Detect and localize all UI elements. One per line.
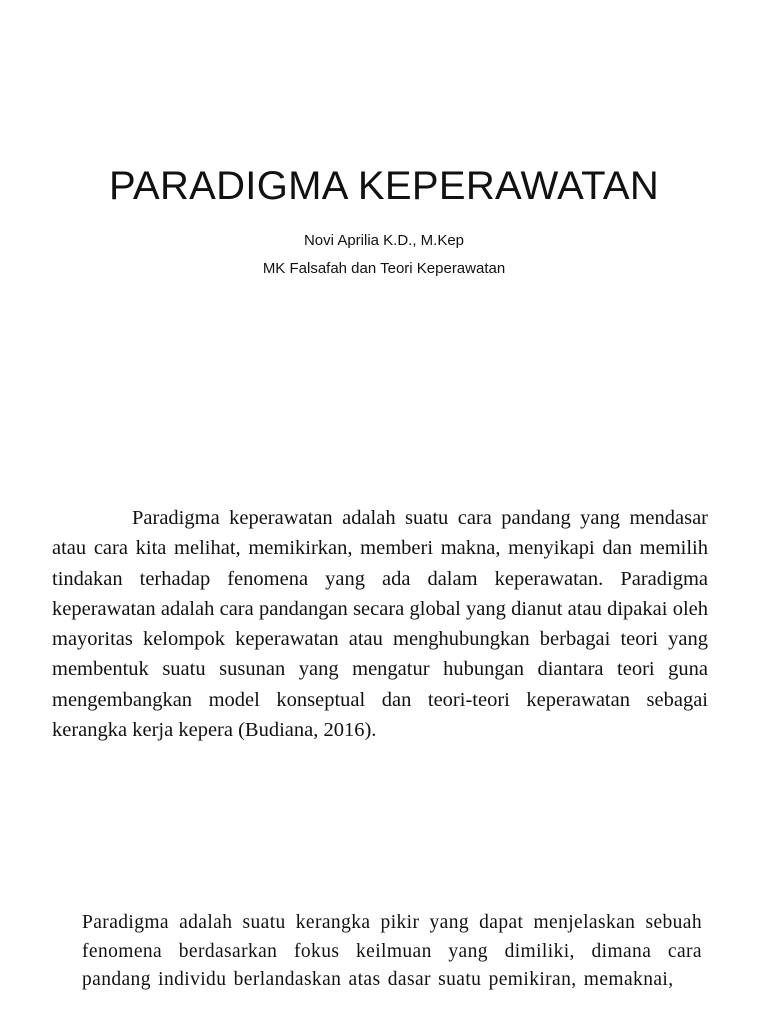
course-name: MK Falsafah dan Teori Keperawatan [262,260,506,277]
paradigm-paragraph: Paradigma adalah suatu kerangka pikir yang dapat menjelaskan sebuah fenomena berdasarkan fokus keilmuan yang dimiliki, dimana cara pandang individu berlandaskan atas dasar suatu pemikiran, memaknai, [82,912,702,991]
author-name: Novi Aprilia K.D., M.Kep [303,232,465,249]
definition-paragraph: Paradigma keperawatan adalah suatu cara pandang yang mendasar atau cara kita melihat, memikirkan, memberi makna, menyikapi dan memilih tindakan terhadap fenomena yang ada dalam keperawatan. Paradigma keperawatan adalah cara pandangan secara global yang dianut atau dipakai oleh mayoritas kelompok keperawatan atau menghubungkan berbagai teori yang membentuk suatu susunan yang mengatur hubungan diantara teori guna mengembangkan model konseptual dan teori-teori keperawatan sebagai kerangka kerja kepera (Budiana, 2016). [52,507,708,742]
slide-title: PARADIGMA KEPERAWATAN [108,164,660,208]
